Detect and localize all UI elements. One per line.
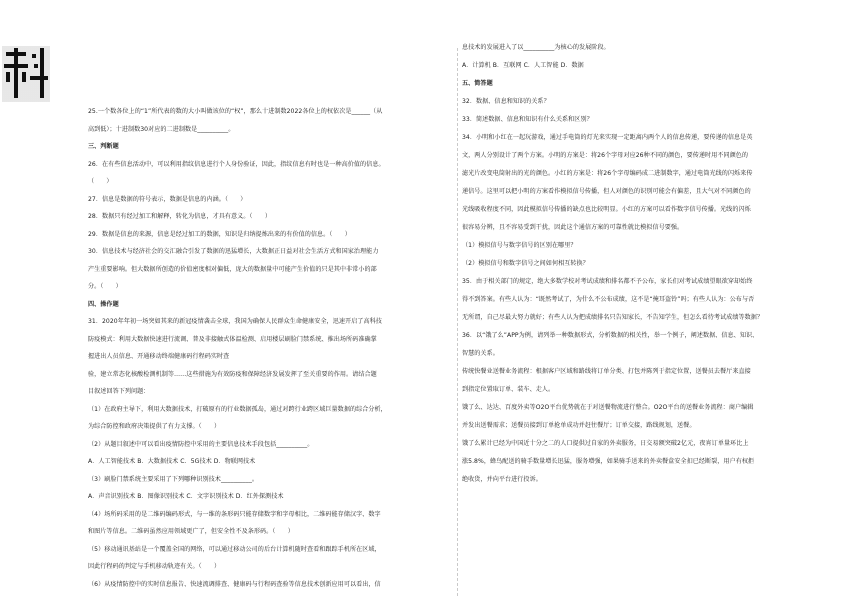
- text-line: 很容易分辨，且不容易受到干扰，因此这个通信方案的可靠性就比模拟信号要强。: [462, 224, 684, 231]
- text-line: 无所谓，自己尽最大努力就好；有些人认为把成绩排名只告知家长，不告知学生，但怎么看待考试成绩等数据？: [462, 314, 764, 321]
- text-line: 智慧的关系。: [462, 350, 499, 357]
- text-line: 目叙述回答下列问题：: [88, 388, 150, 395]
- text-line: 29．数据是信息的来源，信息是经过加工的数据，知识是归纳提炼出来的有价值的信息。（ ）: [88, 230, 351, 238]
- text-line: 因此行程码的判定与手机移动轨迹有关。（ ）: [88, 563, 221, 570]
- text-line: 验，建立常态化核酸检测机制等……这些措施为有效防疫和保障经济发展发挥了至关重要的作用。请结合题: [88, 370, 377, 378]
- text-line: （1）模拟信号与数字信号的区别在哪里？: [462, 242, 577, 249]
- text-line: （2）从题目叙述中可以看出疫情防控中采用的主要信息技术手段包括__________。: [88, 440, 314, 448]
- text-line: （5）移动通讯基站是一个覆盖全国的网络，可以通过移动公司的后台计算机随时查看和跟踪手机所在区域，: [88, 545, 381, 553]
- text-line: （2）模拟信号和数字信号之间如何相互转换？: [462, 260, 589, 267]
- text-line: 防疫模式：利用大数据快速进行流调、普及非接触式体温检测、启用楼层刷脸门禁系统、推出场所码准确掌: [88, 335, 377, 343]
- text-line: 递信号。这里可以把小明的方案看作模拟信号传播，但人对颜色的识别可能会有偏差，且大气对不同颜色的: [462, 188, 751, 195]
- section-heading: 五、简答题: [462, 80, 493, 87]
- text-line: 25.一个数各位上的“1”所代表的数的大小叫做该位的“权”，那么十进制数2022各位上的权依次是______（从: [88, 108, 383, 115]
- text-line: A．计算机 B．互联网 C．人工智能 D．数据: [462, 62, 584, 69]
- text-line: 35．由于相关部门的规定，绝大多数学校对考试成绩和排名都不予公布，家长们对考试成绩望眼欲穿却始终: [462, 278, 753, 285]
- text-line: A．人工智能技术 B．大数据技术 C．5G技术 D．物联网技术: [88, 458, 256, 465]
- text-line: 为综合防控和政府决策提供了有力支撑。（ ）: [88, 423, 221, 430]
- text-line: （6）从疫情防控中的实时信息报告、快速流调排查、健康码与行程码查验等信息技术创新应用可以看出，信: [88, 580, 381, 588]
- character-grid-figure: [2, 46, 50, 102]
- text-line: 滤光片改变电筒射出的光的颜色。小红的方案是：将26个字母编码成二进制数字，通过电筒光线的闪烁来传: [462, 170, 753, 177]
- text-line: 并发出送餐需求；送餐员接到订单抢单成功并赶往餐厅；订单交接，路线规划，送餐。: [462, 422, 696, 429]
- text-line: 产生重要影响。但大数据所创造的价值密度相对偏低，庞大的数据量中可能产生价值的只是其中非常小的部: [88, 265, 377, 273]
- text-line: 高到低）；十进制数30对应的二进制数是__________。: [88, 125, 235, 133]
- text-line: 涨5.8%，蜂鸟配送的骑手数量增长迅猛，服务增强，如果骑手送来的外卖餐盒安全扣已经断裂，用户有权拒: [462, 458, 755, 465]
- text-line: A．声音识别技术 B．图像识别技术 C．文字识别技术 D．红外探测技术: [88, 493, 284, 500]
- text-line: 绝收货，并向平台进行投诉。: [462, 476, 542, 483]
- column-divider: [457, 48, 458, 596]
- text-line: （3）刷脸门禁系统主要采用了下列哪种识别技术__________。: [88, 475, 259, 483]
- section-heading: 四、操作题: [88, 300, 119, 308]
- text-line: 饿了么、达达、百度外卖等O2O平台优势就在于对送餐物流进行整合。O2O平台的送餐业务流程：商户编辑: [462, 404, 754, 411]
- text-line: 分。（ ）: [88, 283, 122, 290]
- text-line: 26．在有些信息活动中，可以利用指纹信息进行个人身份验证，因此，指纹信息有时也是一种高价值的信息。: [88, 160, 385, 168]
- text-line: 28．数据只有经过加工和解释，转化为信息，才具有意义。（ ）: [88, 213, 271, 220]
- text-line: （1）在政府主导下，利用大数据技术，打破原有的行业数据孤岛，通过对跨行业跨区域巨量数据的综合分析，: [88, 405, 387, 413]
- text-line: 32．数据、信息和知识的关系？: [462, 98, 550, 105]
- text-line: 到指定位置取订单、装车、走人。: [462, 386, 555, 393]
- text-line: 饿了么累计已经为中国近十分之二的人口提供过自家的外卖服务，日交易额突破2亿元，夜宵订单量环比上: [462, 440, 749, 447]
- text-line: 34．小明和小红在一起玩游戏，通过手电筒的灯光来实现一定距离内两个人的信息传递，要传递的信息是英: [462, 134, 753, 141]
- text-line: 得不到答案。有些人认为：“既然考试了，为什么不公布成绩，这不是“掩耳盗铃”吗；有些人认为：公布与否: [462, 296, 755, 303]
- text-line: 和图片等信息。二维码虽然应用领域更广了，但安全性不及条形码。（ ）: [88, 528, 294, 535]
- text-line: 息技术的发展进入了以__________为核心的发展阶段。: [462, 44, 610, 51]
- text-line: 传统快餐业送餐业务流程：根据客户区域和路线将订单分类、打包并陈列于指定位置，送餐员去餐厅来直接: [462, 368, 751, 375]
- section-heading: 三、判断题: [88, 143, 119, 150]
- text-line: 27．信息是数据的符号表示，数据是信息的内涵。（ ）: [88, 195, 247, 203]
- text-line: 握进出人员信息、开通移动终端健康码行程码实时查: [88, 353, 230, 360]
- text-line: 31．2020年年初一场突如其来的新冠疫情袭击全球，我国为确保人民群众生命健康安全，迅速开启了高科技: [88, 318, 382, 325]
- text-line: 33．简述数据、信息和知识有什么关系和区别？: [462, 116, 593, 123]
- text-line: 光线吸收程度不同，因此模拟信号传播的缺点也比较明显。小红的方案可以看作数字信号传播。光线的闪烁: [462, 206, 751, 213]
- text-line: （ ）: [88, 178, 113, 185]
- text-line: 36．以“饿了么”APP为例，请列举一种数据形式，分析数据的相关性，举一个例子，阐述数据、信息、知识、: [462, 332, 759, 339]
- text-line: （4）场所码采用的是二维码编码形式，与一维的条形码只能存储数字和字母相比，二维码能存储汉字、数字: [88, 510, 381, 518]
- text-line: 文，两人分别设计了两个方案。小明的方案是：将26个字母对应26种不同的颜色，要传递时用不同颜色的: [462, 152, 749, 159]
- text-line: 30．信息技术与经济社会的交汇融合引发了数据的迅猛增长，大数据正日益对社会生活方式和国家治理能力: [88, 248, 379, 255]
